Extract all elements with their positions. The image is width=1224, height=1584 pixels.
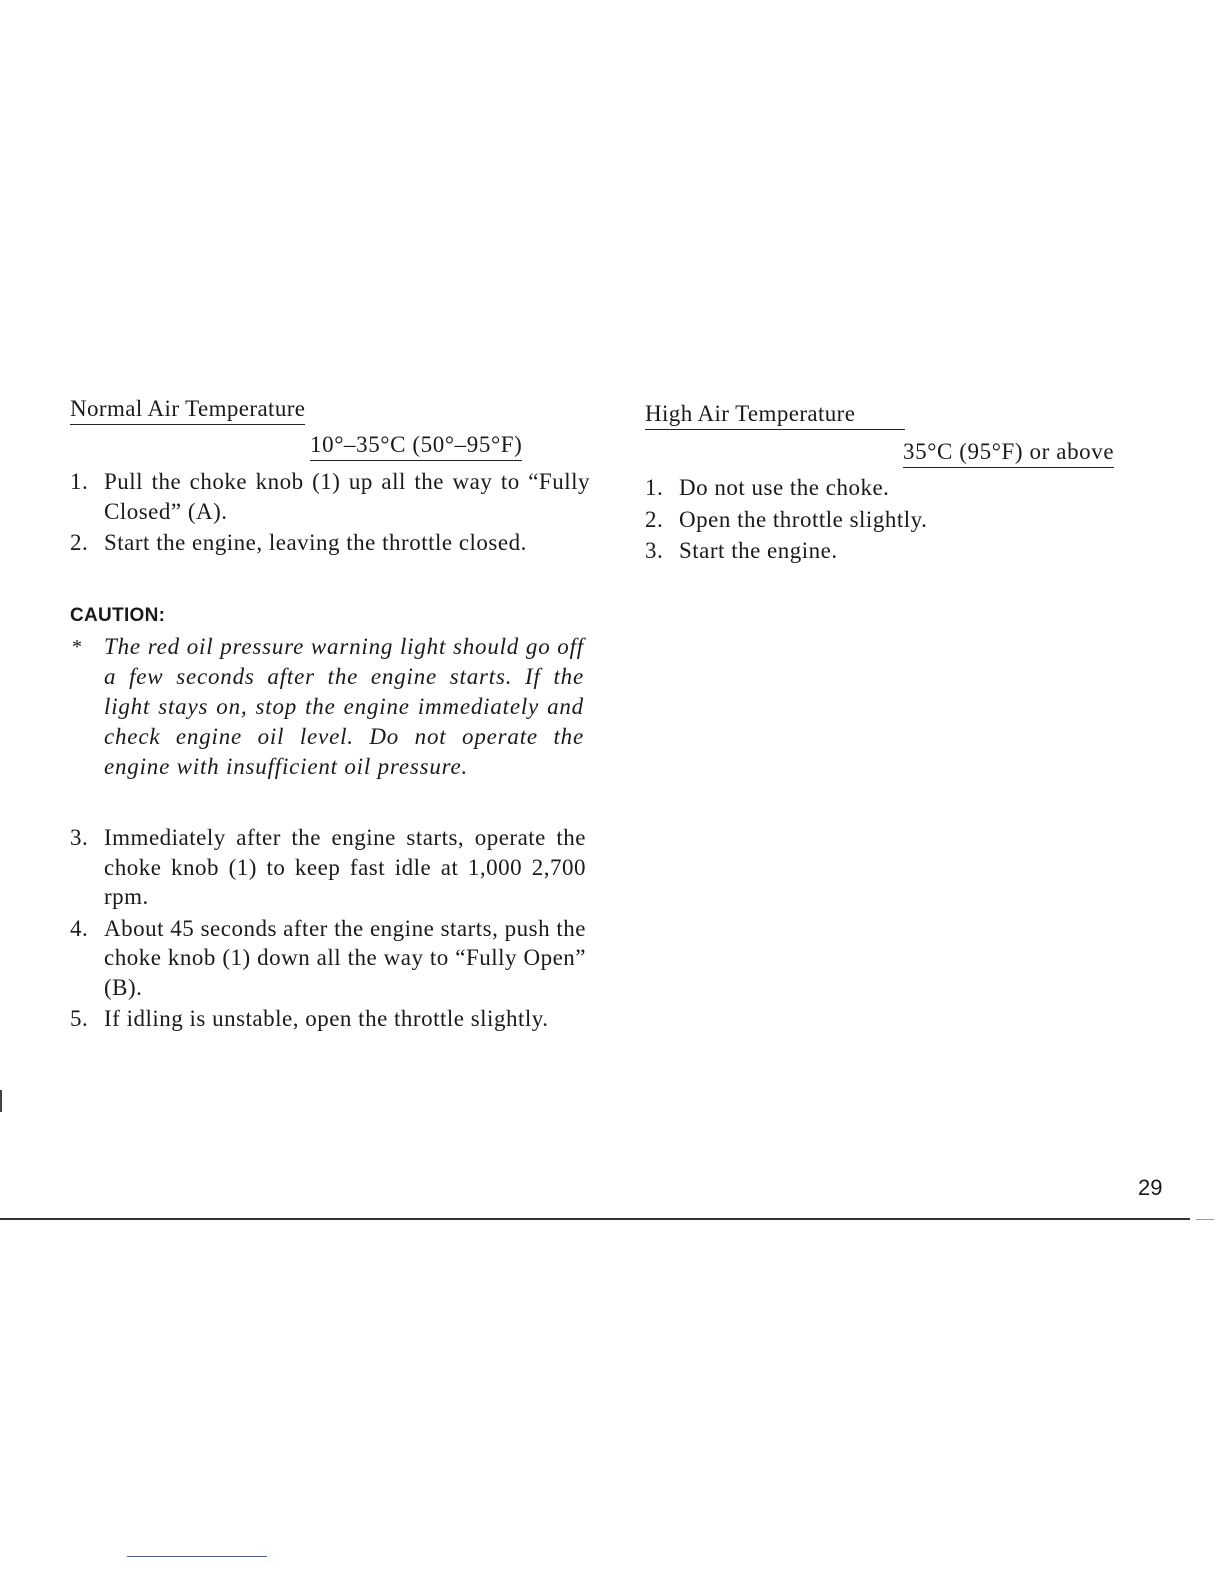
step-number: 1. bbox=[645, 475, 664, 500]
step-text: Start the engine. bbox=[679, 538, 838, 563]
normal-air-temperature-heading: Normal Air Temperature bbox=[70, 396, 305, 425]
high-air-temperature-heading: High Air Temperature bbox=[645, 401, 905, 430]
footer-rule bbox=[127, 1556, 267, 1557]
high-temperature-range: 35°C (95°F) or above bbox=[903, 439, 1114, 468]
step-text: Open the throttle slightly. bbox=[679, 506, 928, 532]
list-item bbox=[70, 823, 586, 912]
normal-steps-list-b bbox=[70, 823, 586, 1036]
step-number: 4. bbox=[70, 915, 89, 941]
step-number: 3. bbox=[70, 825, 89, 850]
caution-bullet: * bbox=[72, 636, 83, 658]
normal-temperature-range: 10°–35°C (50°–95°F) bbox=[310, 432, 522, 461]
caution-text: The red oil pressure warning light should go off a few seconds after the engine starts. If the light stays on, stop the engine immediately and check engine oil level. Do not operate the engine with insufficient oil pressure. bbox=[104, 634, 584, 779]
list-item bbox=[645, 473, 1145, 503]
corner-divider bbox=[1196, 1219, 1214, 1220]
step-number: 5. bbox=[70, 1006, 89, 1031]
step-number: 2. bbox=[645, 506, 664, 532]
caution-label: CAUTION: bbox=[70, 605, 166, 626]
page-number: 29 bbox=[1138, 1175, 1163, 1200]
step-text: Immediately after the engine starts, operate the choke knob (1) to keep fast idle at 1,000 2,700 rpm. bbox=[104, 825, 586, 909]
edge-mark bbox=[0, 1090, 2, 1112]
step-text: If idling is unstable, open the throttle slightly. bbox=[104, 1006, 549, 1031]
step-number: 3. bbox=[645, 538, 664, 563]
normal-steps-list-a bbox=[70, 467, 590, 560]
list-item bbox=[70, 467, 590, 526]
step-text: Start the engine, leaving the throttle closed. bbox=[104, 530, 527, 555]
high-steps-list bbox=[645, 473, 1145, 568]
step-number: 2. bbox=[70, 530, 89, 555]
list-item bbox=[70, 1004, 586, 1034]
list-item bbox=[70, 528, 590, 558]
list-item bbox=[70, 914, 586, 1003]
step-number: 1. bbox=[70, 469, 89, 494]
step-text: About 45 seconds after the engine starts, push the choke knob (1) down all the way to “Fully Open” (B). bbox=[104, 915, 586, 1000]
list-item bbox=[645, 505, 1145, 535]
list-item bbox=[645, 536, 1145, 566]
step-text: Pull the choke knob (1) up all the way to “Fully Closed” (A). bbox=[104, 469, 590, 524]
caution-text-block bbox=[70, 632, 584, 782]
bottom-divider bbox=[0, 1218, 1190, 1220]
step-text: Do not use the choke. bbox=[679, 475, 890, 500]
